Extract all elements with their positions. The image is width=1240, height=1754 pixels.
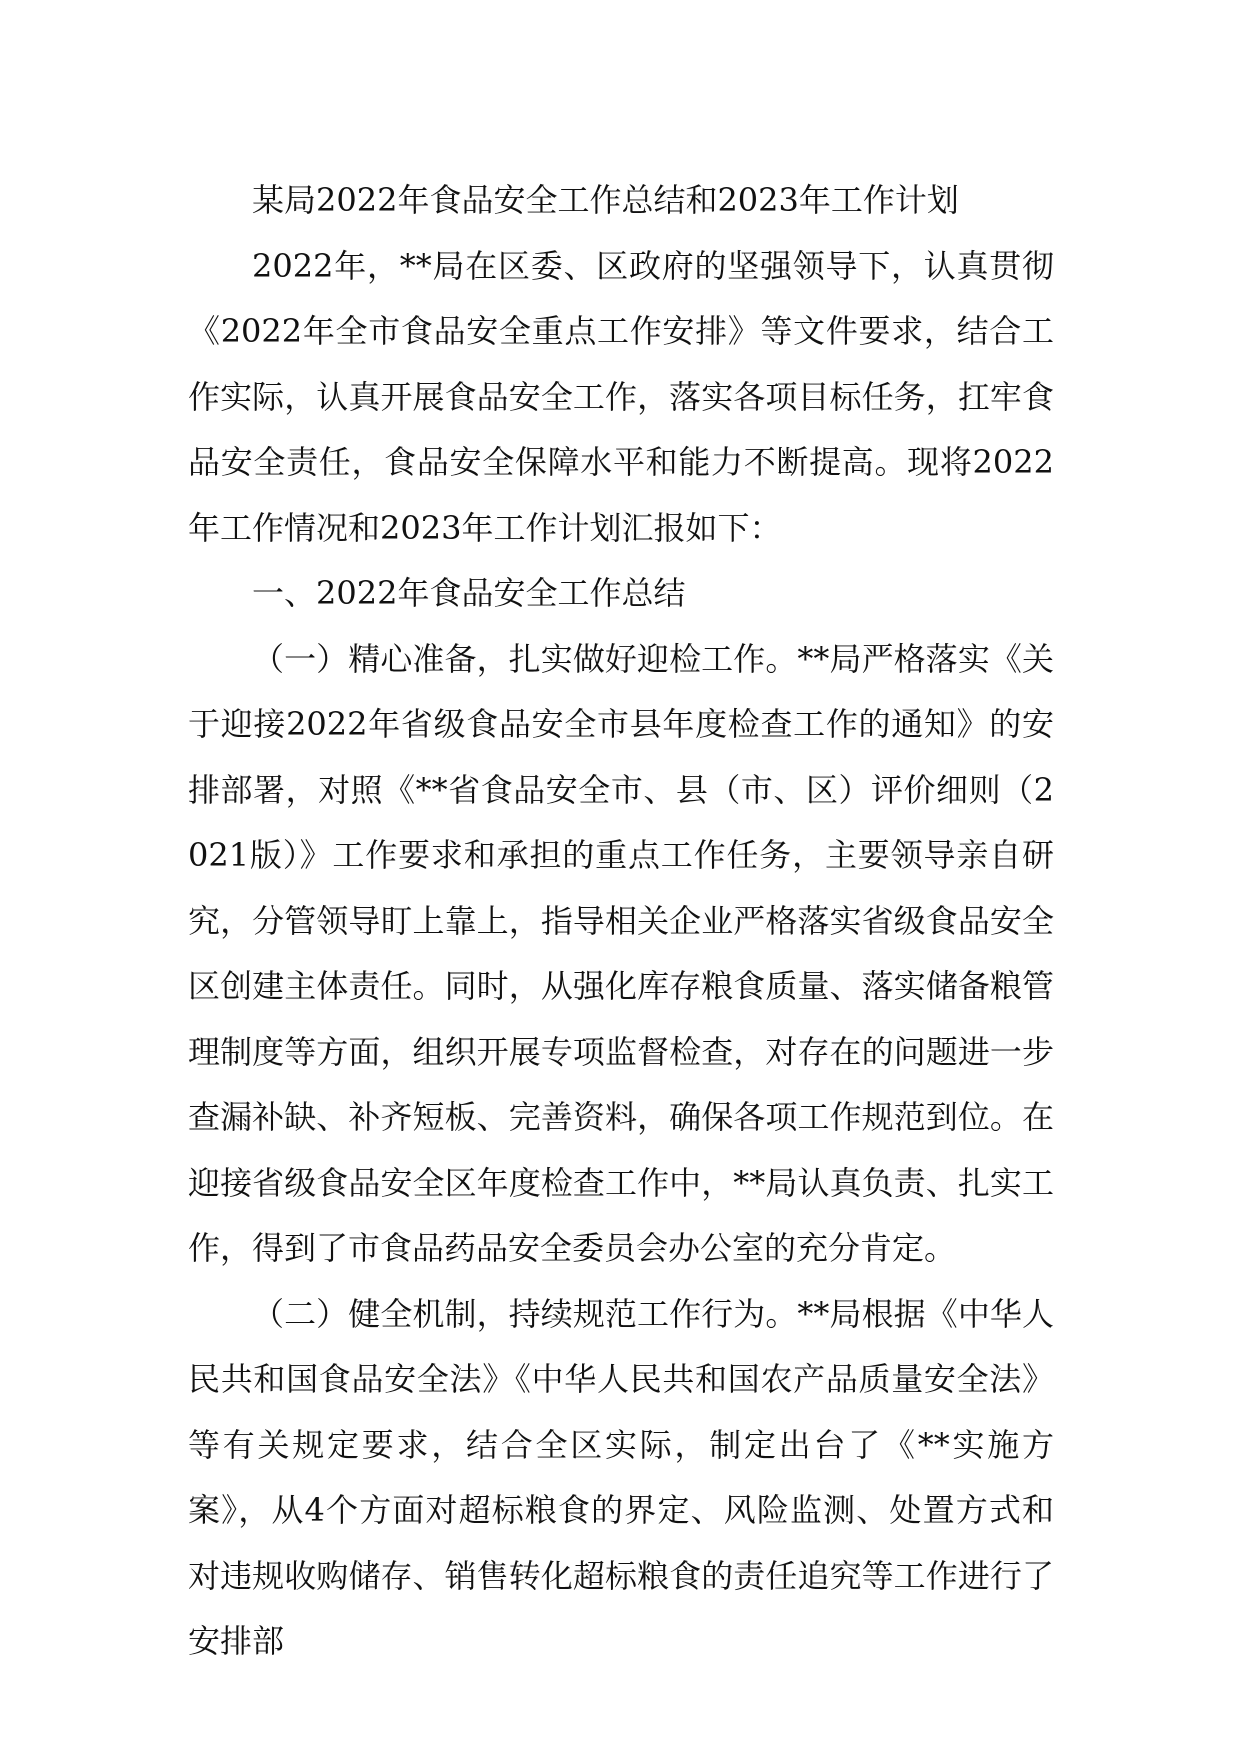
document-title: 某局2022年食品安全工作总结和2023年工作计划 xyxy=(252,181,959,219)
subsection-paragraph-2: （二）健全机制，持续规范工作行为。**局根据《中华人民共和国食品安全法》《中华人民共和国农产品质量安全法》等有关规定要求，结合全区实际，制定出台了《**实施方案》，从4个方面对超标粮食的界定、风险监测、处置方式和对违规收购储存、销售转化超标粮食的责任追究等工作进行了安排部 xyxy=(188,1294,1054,1660)
subsection-paragraph-1: （一）精心准备，扎实做好迎检工作。**局严格落实《关于迎接2022年省级食品安全市县年度检查工作的通知》的安排部署，对照《**省食品安全市、县（市、区）评价细则（2021版）》工作要求和承担的重点工作任务，主要领导亲自研究，分管领导盯上靠上，指导相关企业严格落实省级食品安全区创建主体责任。同时，从强化库存粮食质量、落实储备粮管理制度等方面，组织开展专项监督检查，对存在的问题进一步查漏补缺、补齐短板、完善资料，确保各项工作规范到位。在迎接省级食品安全区年度检查工作中，**局认真负责、扎实工作，得到了市食品药品安全委员会办公室的充分肯定。 xyxy=(188,639,1054,1267)
intro-paragraph: 2022年，**局在区委、区政府的坚强领导下，认真贯彻《2022年全市食品安全重点工作安排》等文件要求，结合工作实际，认真开展食品安全工作，落实各项目标任务，扛牢食品安全责任，食品安全保障水平和能力不断提高。现将2022年工作情况和2023年工作计划汇报如下： xyxy=(188,246,1054,547)
document-body xyxy=(188,168,1054,1675)
section-heading-1: 一、2022年食品安全工作总结 xyxy=(252,574,686,612)
